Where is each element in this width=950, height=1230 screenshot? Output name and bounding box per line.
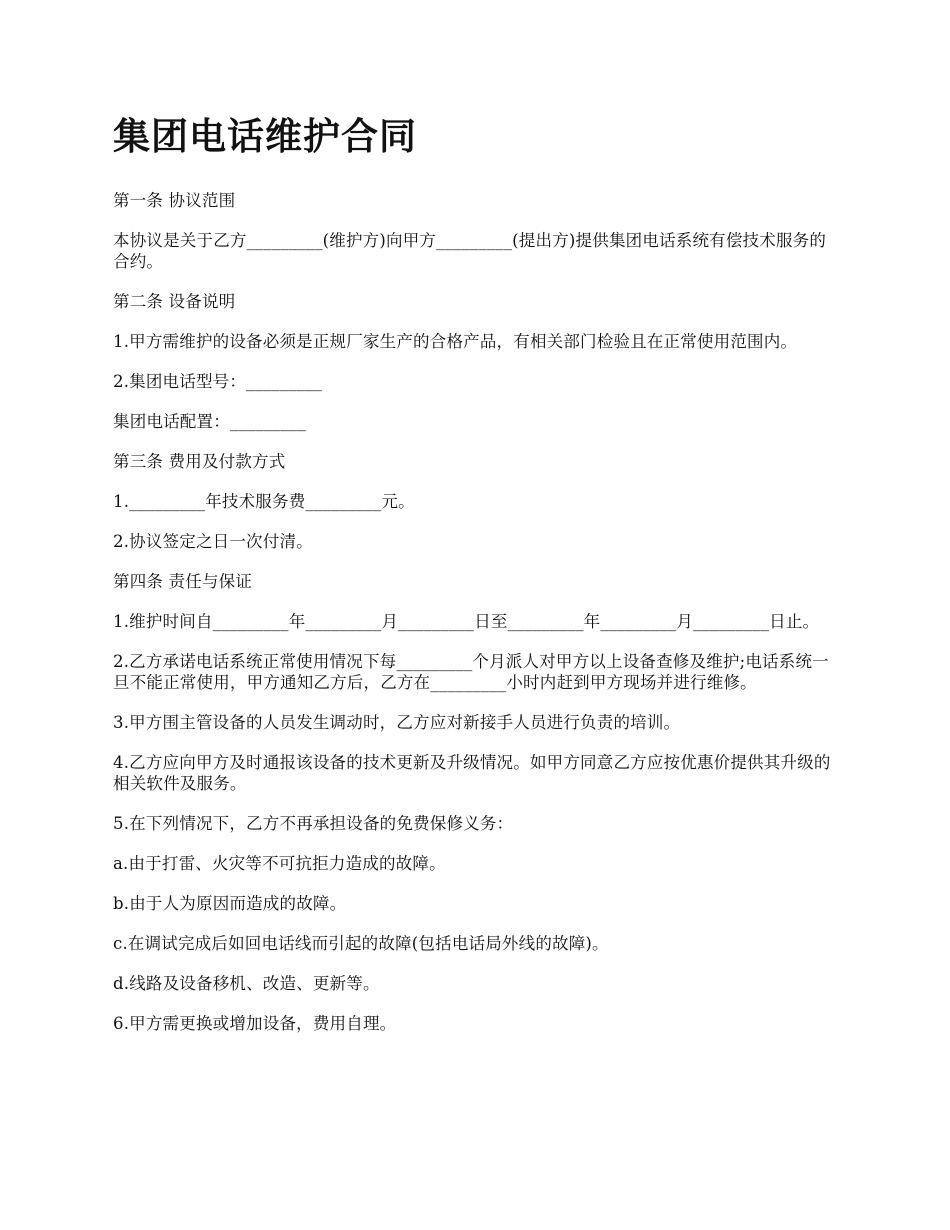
article-4-item-5c: c.在调试完成后如回电话线而引起的故障(包括电话局外线的故障)。 <box>113 934 609 953</box>
article-4-item-2: 2.乙方承诺电话系统正常使用情况下每_________个月派人对甲方以上设备查修及维护;电话系统一旦不能正常使用，甲方通知乙方后，乙方在_________小时内赶到甲方现场并进行维修。 <box>113 652 829 692</box>
article-1-heading: 第一条 协议范围 <box>113 191 236 210</box>
article-2-item-2: 2.集团电话型号：_________ <box>113 372 323 391</box>
document-page <box>113 110 838 1053</box>
article-4-item-3: 3.甲方围主管设备的人员发生调动时，乙方应对新接手人员进行负责的培训。 <box>113 713 681 732</box>
article-4-item-5b: b.由于人为原因而造成的故障。 <box>113 894 347 913</box>
article-3-item-2: 2.协议签定之日一次付清。 <box>113 532 313 551</box>
article-4-item-4: 4.乙方应向甲方及时通报该设备的技术更新及升级情况。如甲方同意乙方应按优惠价提供其升级的相关软件及服务。 <box>113 753 831 793</box>
article-2-heading: 第二条 设备说明 <box>113 292 236 311</box>
article-3-item-1: 1._________年技术服务费_________元。 <box>113 492 415 511</box>
document-title: 集团电话维护合同 <box>113 114 417 158</box>
article-4-item-5a: a.由于打雷、火灾等不可抗拒力造成的故障。 <box>113 854 446 873</box>
article-3-heading: 第三条 费用及付款方式 <box>113 452 286 471</box>
article-2-config: 集团电话配置：_________ <box>113 412 306 431</box>
article-1-text: 本协议是关于乙方_________(维护方)向甲方_________(提出方)提供集团电话系统有偿技术服务的合约。 <box>113 231 827 271</box>
article-4-item-5d: d.线路及设备移机、改造、更新等。 <box>113 974 380 993</box>
article-2-item-1: 1.甲方需维护的设备必须是正规厂家生产的合格产品，有相关部门检验且在正常使用范围内。 <box>113 332 798 351</box>
article-4-item-1: 1.维护时间自_________年_________月_________日至_________年_________月_________日止。 <box>113 612 820 631</box>
article-4-item-6: 6.甲方需更换或增加设备，费用自理。 <box>113 1014 397 1033</box>
article-4-heading: 第四条 责任与保证 <box>113 572 253 591</box>
article-4-item-5: 5.在下列情况下，乙方不再承担设备的免费保修义务： <box>113 814 514 833</box>
